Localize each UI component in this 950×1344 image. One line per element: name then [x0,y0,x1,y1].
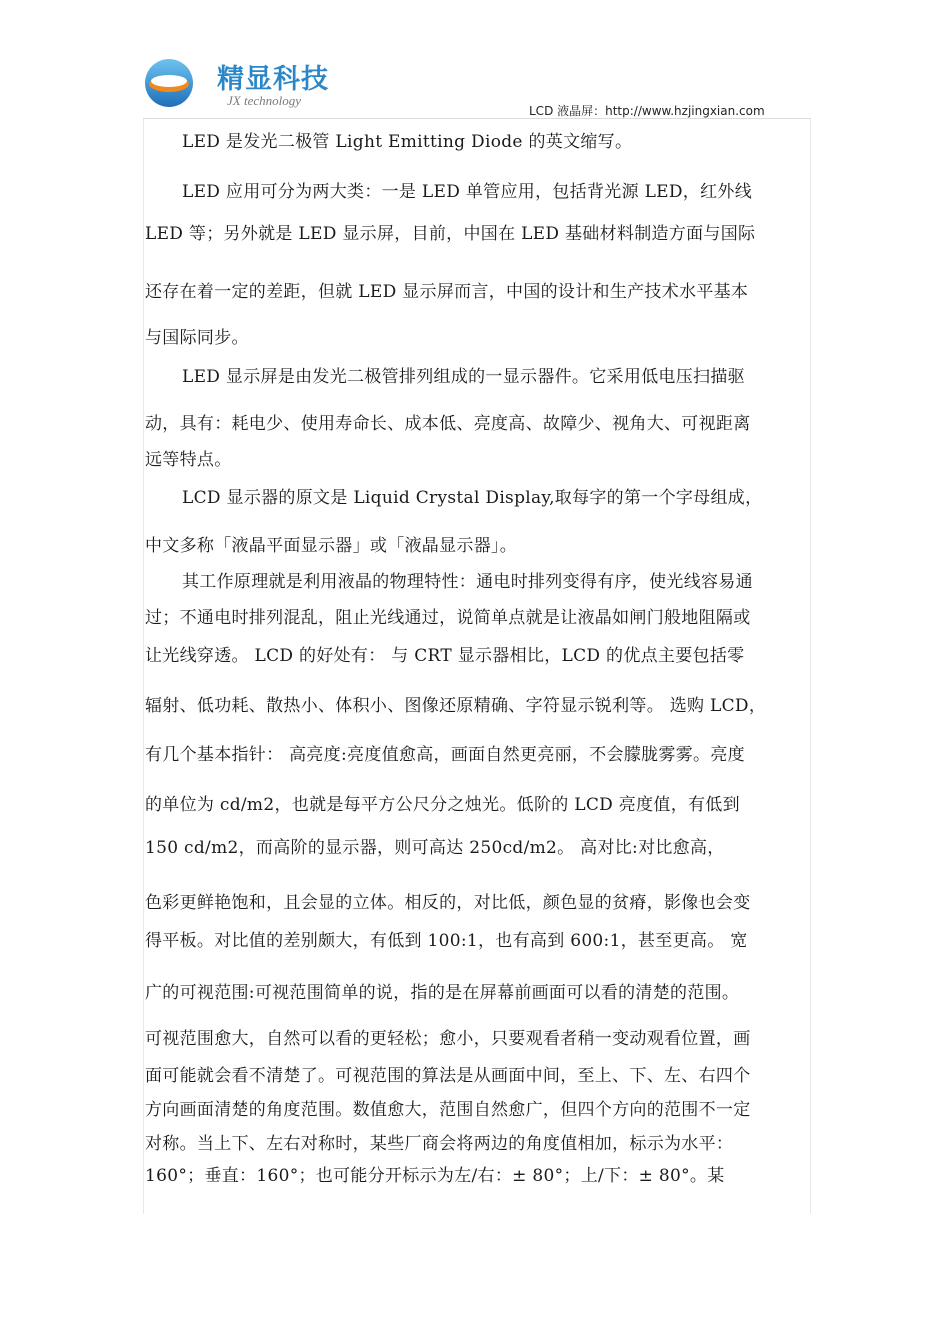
body-line: 动，具有：耗电少、使用寿命长、成本低、亮度高、故障少、视角大、可视距离 [145,414,751,434]
body-line: LED 等；另外就是 LED 显示屏，目前，中国在 LED 基础材料制造方面与国际 [145,224,756,244]
body-line: 150 cd/m2，而高阶的显示器，则可高达 250cd/m2。 高对比:对比愈高， [145,838,725,858]
body-line: LED 是发光二极管 Light Emitting Diode 的英文缩写。 [182,132,633,152]
logo-chinese-name: 精显科技 [217,64,329,95]
body-line: 色彩更鲜艳饱和，且会显的立体。相反的，对比低，颜色显的贫瘠，影像也会变 [145,893,751,913]
body-line: 让光线穿透。 LCD 的好处有： 与 CRT 显示器相比，LCD 的优点主要包括零 [145,646,745,666]
body-line: 辐射、低功耗、散热小、体积小、图像还原精确、字符显示锐利等。 选购 LCD， [145,696,767,716]
body-line: 得平板。对比值的差别颇大，有低到 100:1，也有高到 600:1，甚至更高。 宽 [145,931,748,951]
body-line: LED 显示屏是由发光二极管排列组成的一显示器件。它采用低电压扫描驱 [182,367,745,387]
header-website-url: LCD 液晶屏：http://www.hzjingxian.com [529,104,765,118]
body-line: 160°；垂直：160°；也可能分开标示为左/右：± 80°；上/下：± 80°。某 [145,1166,725,1186]
logo-english-name: JX technology [227,93,301,108]
body-line: LCD 显示器的原文是 Liquid Crystal Display,取每字的第一个字母组成， [182,488,763,508]
body-line: 广的可视范围:可视范围简单的说，指的是在屏幕前画面可以看的清楚的范围。 [145,983,740,1003]
body-line: 中文多称「液晶平面显示器」或「液晶显示器」。 [145,536,518,556]
body-line: 过；不通电时排列混乱，阻止光线通过，说简单点就是让液晶如闸门般地阻隔或 [145,608,751,628]
company-logo-icon [143,57,195,109]
body-line: 面可能就会看不清楚了。可视范围的算法是从画面中间，至上、下、左、右四个 [145,1066,751,1086]
body-line: 对称。当上下、左右对称时，某些厂商会将两边的角度值相加，标示为水平： [145,1134,734,1154]
body-line: 与国际同步。 [145,328,249,348]
body-line: 还存在着一定的差距，但就 LED 显示屏而言，中国的设计和生产技术水平基本 [145,282,749,302]
body-line: 可视范围愈大，自然可以看的更轻松；愈小，只要观看者稍一变动观看位置，画 [145,1029,751,1049]
body-line: 有几个基本指针： 高亮度:亮度值愈高，画面自然更亮丽，不会朦胧雾雾。亮度 [145,745,745,765]
company-logo [143,55,343,117]
body-line: 的单位为 cd/m2，也就是每平方公尺分之烛光。低阶的 LCD 亮度值，有低到 [145,795,740,815]
body-line: 方向画面清楚的角度范围。数值愈大，范围自然愈广，但四个方向的范围不一定 [145,1100,751,1120]
body-line: 远等特点。 [145,450,232,470]
body-line: 其工作原理就是利用液晶的物理特性：通电时排列变得有序，使光线容易通 [182,572,753,592]
body-line: LED 应用可分为两大类：一是 LED 单管应用，包括背光源 LED，红外线 [182,182,752,202]
